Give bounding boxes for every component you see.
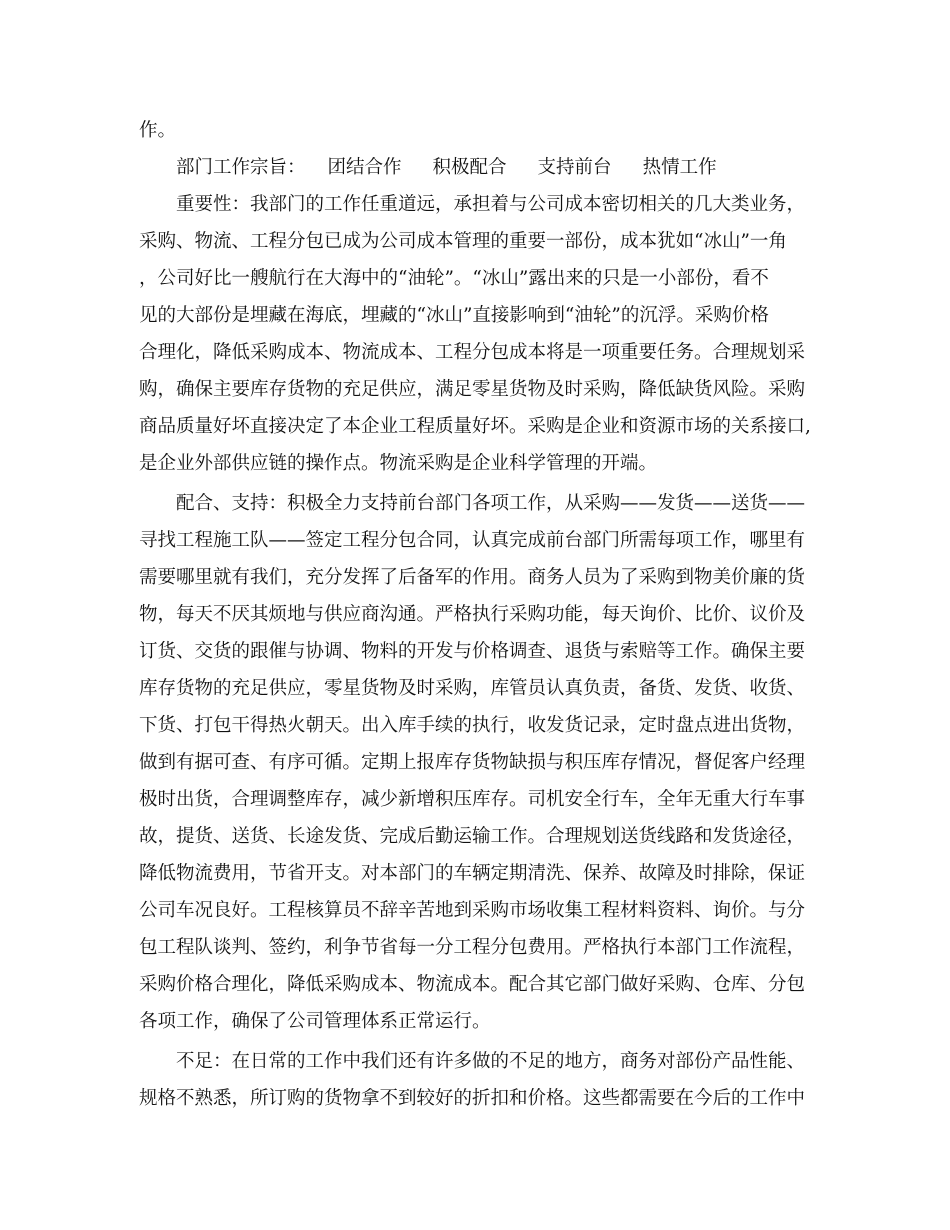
paragraph-importance — [139, 186, 819, 482]
text-line: 采购价格合理化，降低采购成本、物流成本。配合其它部门做好采购、仓库、分包 — [139, 974, 806, 995]
text-line: 公司车况良好。工程核算员不辞辛苦地到采购市场收集工程材料资料、询价。与分 — [139, 900, 806, 921]
text-line: 见的大部份是埋藏在海底，埋藏的“冰山”直接影响到“油轮”的沉浮。采购价格 — [139, 305, 769, 326]
text-line: 合理化，降低采购成本、物流成本、工程分包成本将是一项重要任务。合理规划采 — [139, 342, 806, 363]
text-line: 订货、交货的跟催与协调、物料的开发与价格调查、退货与索赔等工作。确保主要 — [139, 641, 806, 662]
text-line: ，公司好比一艘航行在大海中的“油轮”。“冰山”露出来的只是一小部份，看不 — [139, 268, 769, 289]
motto-item: 支持前台 — [537, 157, 612, 178]
text-line: 下货、打包干得热火朝天。出入库手续的执行，收发货记录，定时盘点进出货物， — [139, 715, 806, 736]
text-line: 采购、物流、工程分包已成为公司成本管理的重要一部份，成本犹如“冰山”一角 — [139, 231, 787, 252]
text-line: 各项工作，确保了公司管理体系正常运行。 — [139, 1011, 491, 1032]
department-motto — [139, 149, 819, 186]
text-line: 商品质量好坏直接决定了本企业工程质量好坏。采购是企业和资源市场的关系接口, — [139, 416, 811, 437]
text-line: 故，提货、送货、长途发货、完成后勤运输工作。合理规划送货线路和发货途径， — [139, 826, 806, 847]
text-line: 库存货物的充足供应，零星货物及时采购，库管员认真负责，备货、发货、收货、 — [139, 678, 806, 699]
motto-label: 部门工作宗旨： — [176, 157, 306, 178]
text-line: 不足：在日常的工作中我们还有许多做的不足的地方，商务对部份产品性能、 — [176, 1051, 806, 1072]
text-line: 重要性：我部门的工作任重道远，承担着与公司成本密切相关的几大类业务， — [176, 194, 806, 215]
text-line: 寻找工程施工队——签定工程分包合同，认真完成前台部门所需每项工作，哪里有 — [139, 530, 806, 551]
motto-item: 团结合作 — [327, 157, 402, 178]
text-line: 包工程队谈判、签约，利争节省每一分工程分包费用。严格执行本部门工作流程， — [139, 937, 806, 958]
text-line: 需要哪里就有我们，充分发挥了后备军的作用。商务人员为了采购到物美价廉的货 — [139, 567, 806, 588]
paragraph-support — [139, 485, 819, 1040]
text-line: 降低物流费用，节省开支。对本部门的车辆定期清洗、保养、故障及时排除，保证 — [139, 863, 806, 884]
paragraph-shortcoming — [139, 1043, 819, 1117]
motto-item: 积极配合 — [432, 157, 507, 178]
text-line: 物，每天不厌其烦地与供应商沟通。严格执行采购功能，每天询价、比价、议价及 — [139, 604, 806, 625]
document-body — [139, 112, 819, 1117]
text-line: 是企业外部供应链的操作点。物流采购是企业科学管理的开端。 — [139, 453, 658, 474]
text-line: 作。 — [139, 120, 177, 141]
text-line: 配合、支持：积极全力支持前台部门各项工作，从采购——发货——送货—— — [176, 493, 806, 514]
text-line: 极时出货，合理调整库存，减少新增积压库存。司机安全行车，全年无重大行车事 — [139, 789, 806, 810]
text-line: 规格不熟悉，所订购的货物拿不到较好的折扣和价格。这些都需要在今后的工作中 — [139, 1088, 806, 1109]
text-line: 购，确保主要库存货物的充足供应，满足零星货物及时采购，降低缺货风险。采购 — [139, 379, 806, 400]
motto-item: 热情工作 — [642, 157, 717, 178]
text-line: 做到有据可查、有序可循。定期上报库存货物缺损与积压库存情况，督促客户经理 — [139, 752, 806, 773]
